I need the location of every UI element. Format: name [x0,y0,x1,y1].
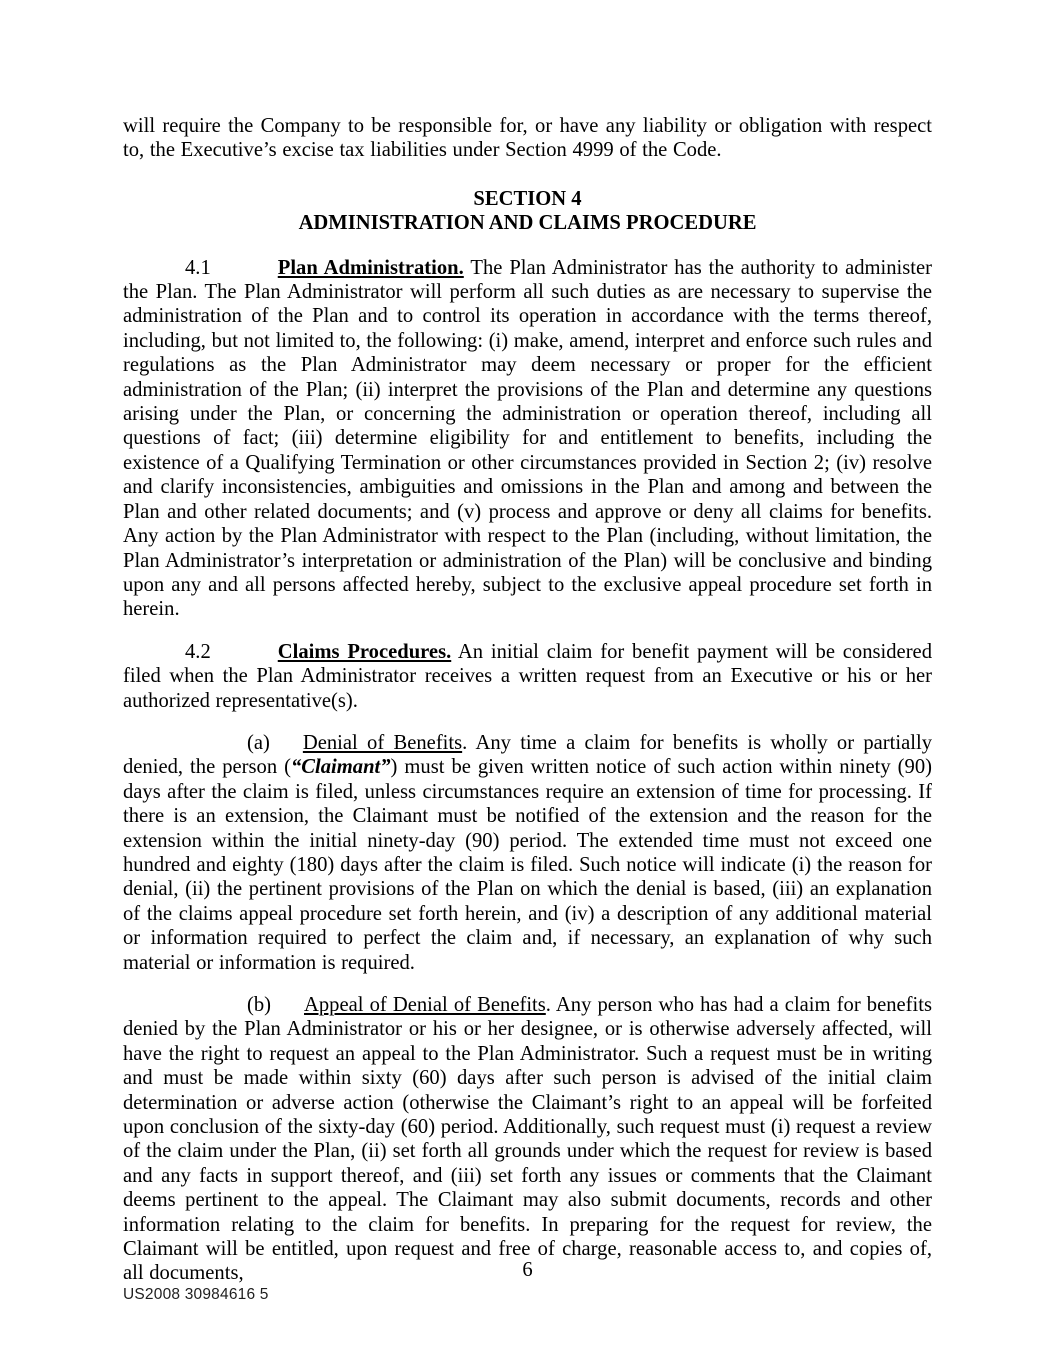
text-run: (a) [247,731,270,754]
text-run: An initial claim for benefit payment will be considered filed when the Plan Administrator receives a written request from an Executive or his or her authorized representative(s). [123,640,932,712]
footer-document-id: US2008 30984616 5 [123,1286,269,1303]
text-run: will require the Company to be responsible for, or have any liability or obligation with respect to, the Executive’s excise tax liabilities under Section 4999 of the Code. [123,115,932,162]
text-run: . Any time a claim for benefits is wholly or partially denied, the person ( [123,731,932,779]
page-number: 6 [522,1259,533,1281]
document-body [123,114,932,1304]
text-run: 4.2 [185,640,211,663]
section-heading-line: SECTION 4 [473,187,582,210]
continuation-paragraph [123,114,932,163]
text-run: Denial of Benefits [302,731,463,754]
section-4-heading [123,187,932,236]
text-run: ) must be given written notice of such action within ninety (90) days after the claim is filed, unless circumstances require an extension of time for processing. If there is an extension, the Claimant must be notified of the extension and the reason for the extension within the initial ninety-day (90) period. The extended time must not exceed one hundred and eighty (180) days after the claim is filed. Such notice will indicate (i) the reason for denial, (ii) the pertinent provisions of the Plan on which the denial is based, (iii) an explanation of the claims appeal procedure set forth herein, and (iv) a description of any additional material or information required to perfect the claim and, if necessary, an explanation of why such material or information is required. [123,756,932,974]
para-4-2-claims-procedures [123,640,932,713]
para-a-denial-of-benefits [123,731,932,975]
text-run: 4.1 [185,256,211,279]
text-run: Plan Administration. [277,256,464,279]
text-run: The Plan Administrator has the authority to administer the Plan. The Plan Administrator will perform all such duties as are necessary to supervise the administration of the Plan and to control its operation in accordance with the terms thereof, including, but not limited to, the following: (i) make, amend, interpret and enforce such rules and regulations as the Plan Administrator may deem necessary or proper for the efficient administration of the Plan; (ii) interpret the provisions of the Plan and determine any questions arising under the Plan, or concerning the administration or operation thereof, including all questions of fact; (iii) determine eligibility for and entitlement to benefits, including the existence of a Qualifying Termination or other circumstances provided in Section 2; (iv) resolve and clarify inconsistencies, ambiguities and omissions in the Plan and among and between the Plan and other related documents; and (v) process and approve or deny all claims for benefits. Any action by the Plan Administrator with respect to the Plan (including, without limitation, the Plan Administrator’s interpretation or administration of the Plan) will be conclusive and binding upon any and all persons affected hereby, subject to the exclusive appeal procedure set forth in herein. [123,256,932,621]
para-b-appeal-of-denial [123,993,932,1286]
text-run: . Any person who has had a claim for benefits denied by the Plan Administrator or his or her designee, or is otherwise adversely affected, will have the right to request an appeal to the Plan Administrator. Such a request must be in writing and must be made within sixty (60) days after such person is advised of the initial claim determination or adverse action (otherwise the Claimant’s right to an appeal will be forfeited upon conclusion of the sixty-day (60) period. Additionally, such request must (i) request a review of the claim under the Plan, (ii) set forth all grounds under which the request for review is based and any facts in support thereof, and (iii) set forth any issues or comments that the Claimant deems pertinent to the appeal. The Claimant may also submit documents, records and other information relating to the claim for benefits. In preparing for the request for review, the Claimant will be entitled, upon request and free of charge, reasonable access to, and copies of, all documents, [123,994,932,1285]
section-heading-line: ADMINISTRATION AND CLAIMS PROCEDURE [298,212,757,235]
text-run: Claims Procedures. [277,640,452,663]
text-run: Appeal of Denial of Benefits [304,994,546,1016]
text-run: (b) [247,994,272,1016]
para-4-1-plan-administration [123,256,932,622]
text-run: “Claimant” [290,756,391,779]
